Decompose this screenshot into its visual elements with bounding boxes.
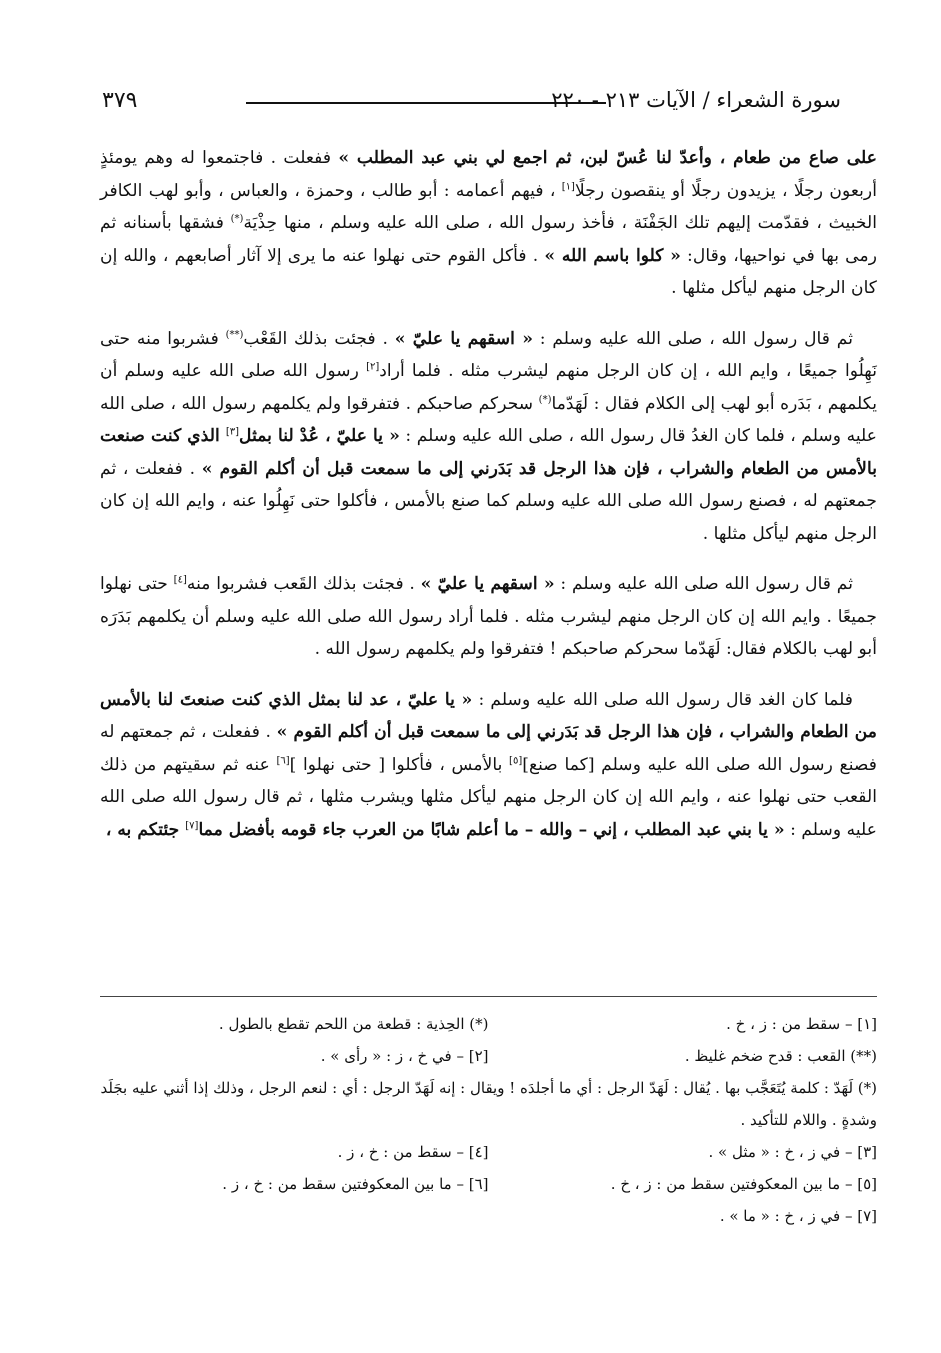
footnote-row [100,1136,877,1168]
footnote-5: [٥] – ما بين المعكوفتين سقط من : ز ، خ . [610,1175,877,1193]
text-run: ثم قال رسول الله صلى الله عليه وسلم : [554,574,853,594]
footnote-hidhya: (*) الحِذية : قطعة من اللحم تقطع بالطول . [218,1015,489,1033]
footnote-2: [٢] – في خ ، ز : « رأى » . [320,1047,489,1065]
footnote-marker: [٢] [366,361,380,373]
footnote-row [100,1008,877,1040]
quoted-speech: « اسقهم يا عليّ » [420,574,555,594]
footnote-lahadd: (*) لَهَدّ : كلمة يُتَعَجَّب بها . يُقال : لَهَدّ الرجل : أي ما أجلدَه ! ويقال : إنه لَهَدّ الرجل : أي : لنعم الرجل ، وذلك إذا أثني عليه بجَلَد وشدةٍ . واللام للتأكيد . [100,1079,877,1129]
text-run: ، فيهم أعمامه : أبو طالب ، وحمزة ، والعباس ، وأبو لهب الكافر الخبيث ، فقدّمت إليهم تلك الجَفْنَة ، فأخذ رسول الله ، صلى الله عليه وسلم ، منها حِذْيَة [100,180,877,233]
text-run: فشربوا منه حتى نَهِلُوا جميعًا ، وايم الله ، إن كان الرجل منهم ليشرب مثله . فلما أراد [100,328,877,381]
quoted-speech: « كلوا باسم الله » [544,245,681,266]
text-run: عنه ثم سقيتهم من ذلك القعب حتى نهلوا عنه ، وايم الله إن كان الرجل منهم ليأكل مثلها ويشرب مثلها ، ثم قال رسول الله صلى الله عليه وسلم : [100,754,877,840]
footnote-marker: [٥] [509,754,523,766]
text-run: . ففعلت ، ثم جمعتهم له فصنع رسول الله صلى الله عليه وسلم [كما صنع] [100,722,878,775]
footnote-row [100,1168,877,1200]
footnote-3: [٣] – في ز ، خ : « مثل » . [708,1143,877,1161]
running-title: سورة الشعراء / الآيات ٢١٣ - ٢٢٠ [551,88,841,112]
footnote-marker: [٤] [173,574,187,586]
quoted-speech: على صاع من طعام ، وأعدّ لنا عُسّ لبن، ثم اجمع لي بني عبد المطلب » [338,148,877,168]
text-run: حتى نهلوا جميعًا . وايم الله إن كان الرجل منهم ليشرب مثله . فلما أراد رسول الله صلى الله عليه وسلم أن يكلمهم بَدَرَه أبو لهب بالكلام فقال: لَهَدّما سحركم صاحبكم ! فتفرقوا ولم يكلمهم رسول الله . [100,574,877,659]
footnote-4: [٤] – سقط من : خ ، ز . [337,1143,489,1161]
footnote-6: [٦] – ما بين المعكوفتين سقط من : خ ، ز . [222,1175,489,1193]
text-run: فلما كان الغد قال رسول الله صلى الله عليه وسلم : [472,689,854,710]
quoted-speech: الذي كنت صنعت بالأمس من الطعام والشراب ، فإن هذا الرجل قد بَدَرني إلى ما سمعت قبل أن أكلم القوم » [100,426,877,479]
text-run: بالأمس ، فأكلوا [ حتى نهلوا ] [289,754,510,775]
quoted-speech: « يا بني عبد المطلب ، إني – والله – ما أعلم شابًا من العرب جاء قومه بأفضل مما [198,819,785,840]
footnote-row [100,1040,877,1072]
footnote-row [100,1200,877,1232]
footnote-qaab: (**) القعب : قدح ضخم غليظ . [684,1047,877,1065]
text-run: ثم قال رسول الله ، صلى الله عليه وسلم : [533,328,854,349]
quoted-speech: « يا عليّ ، عد لنا بمثل الذي كنت صنعتَ لنا بالأمس من الطعام والشراب ، فإن هذا الرجل قد بَدَرني إلى ما سمعت قبل أن أكلم القوم » [100,689,877,742]
main-text [100,142,877,864]
paragraph-2 [100,323,877,551]
footnote-marker: [٧] [185,819,199,831]
text-run: رسول الله صلى الله عليه وسلم أن يكلمهم ، بَدَره أبو لهب إلى الكلام فقال : لَهَدّما [100,361,877,414]
paragraph-4 [100,684,877,847]
quoted-speech: « يا عليّ ، عُدْ لنا بمثل [239,426,400,446]
quoted-speech: « اسقهم يا عليّ » [394,328,533,349]
footnote-marker: (**) [225,328,244,340]
paragraph-1 [100,142,877,305]
text-run: . فجئت بذلك القَعْب [243,328,395,349]
text-run: ففعلت . فاجتمعوا له وهم يومئذٍ أربعون رجلًا ، يزيدون رجلًا أو ينقصون رجلًا [100,148,878,201]
quoted-speech: جئتكم به ، [105,819,186,840]
text-run: . فأكل القوم حتى نهلوا عنه ما يرى إلا آثار أصابعهم ، والله إن كان الرجل منهم ليأكل مثلها . [100,245,877,298]
text-run: . فجئت بذلك القَعب فشربوا منه [186,574,421,594]
footnote-marker: (*) [538,393,552,405]
footnote-marker: (*) [230,213,244,225]
footnote-marker: [٣] [225,426,240,438]
text-run: . ففعلت ، ثم جمعتهم له ، فصنع رسول الله صلى الله عليه وسلم كما صنع بالأمس ، فأكلوا حتى نَهِلُوا عنه ، وايم الله إن كان الرجل منهم ليأكل مثلها . [100,458,877,544]
text-run: فشقها بأسنانه ثم رمى بها في نواحيها، وقال: [100,213,877,266]
footnote-marker: [١] [561,180,575,192]
footnote-1: [١] – سقط من : ز ، خ . [726,1015,877,1033]
footnote-divider [100,996,877,997]
text-run: سحركم صاحبكم . فتفرقوا ولم يكلمهم رسول الله ، صلى الله عليه وسلم ، فلما كان الغدُ قال رسول الله ، صلى الله عليه وسلم : [100,393,877,446]
footnote-7: [٧] – في ز ، خ : « ما » . [719,1207,877,1225]
paragraph-3 [100,568,877,666]
page-number: ٣٧٩ [102,88,138,113]
footnotes [100,1008,877,1232]
footnote-marker: [٦] [276,754,290,766]
running-header [96,86,845,120]
